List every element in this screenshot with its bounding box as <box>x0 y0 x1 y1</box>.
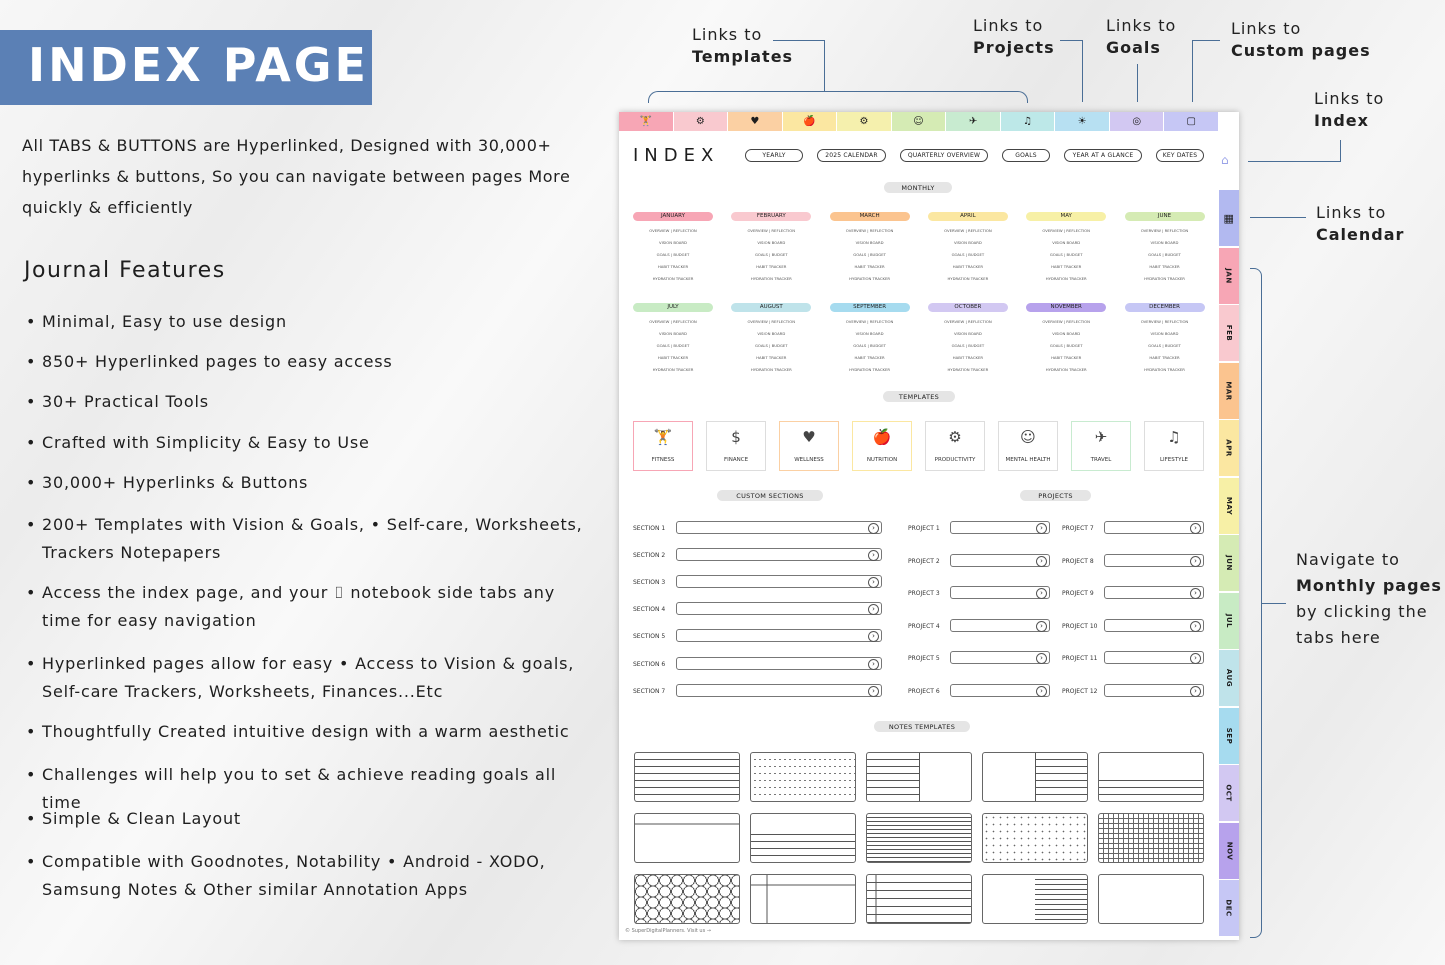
notes-template-thumb[interactable] <box>982 752 1088 802</box>
callout-goals <box>1106 15 1176 59</box>
top-tab-custom[interactable] <box>1164 112 1219 131</box>
connector-bracket <box>648 91 1028 103</box>
month-link[interactable]: HABIT TRACKER <box>952 264 983 269</box>
month-block <box>731 303 811 372</box>
month-block <box>928 212 1008 281</box>
home-icon[interactable]: ⌂ <box>1221 153 1229 167</box>
connector-line <box>1248 161 1341 162</box>
month-button[interactable]: FEBRUARY <box>731 212 811 221</box>
page-title: INDEX <box>633 145 720 166</box>
connector-line <box>773 40 825 41</box>
projects-label: PROJECTS <box>1020 490 1091 501</box>
project-link[interactable] <box>950 651 1050 664</box>
project-label: PROJECT 7 <box>1062 525 1094 532</box>
callout-title: Templates <box>692 47 794 66</box>
month-link[interactable]: OVERVIEW | REFLECTION <box>649 319 697 324</box>
template-label: TRAVEL <box>1090 457 1112 463</box>
month-link[interactable]: HYDRATION TRACKER <box>849 367 891 372</box>
top-tab-wellness[interactable] <box>728 112 783 131</box>
connector-line <box>1340 140 1341 162</box>
dumbbell-icon: 🏋 <box>639 116 652 127</box>
callout-custom <box>1231 18 1371 62</box>
template-icon: ⚙ <box>948 428 962 446</box>
month-link[interactable]: VISION BOARD <box>1150 240 1179 245</box>
side-tab-label: DEC <box>1224 899 1233 917</box>
month-link[interactable]: VISION BOARD <box>953 331 982 336</box>
project-link[interactable] <box>1104 684 1204 697</box>
template-label: FINANCE <box>723 457 749 463</box>
month-link[interactable]: HYDRATION TRACKER <box>947 276 989 281</box>
callout-line: Navigate to <box>1296 550 1400 569</box>
side-tab-month[interactable] <box>1219 420 1239 477</box>
heart-icon: ♥ <box>750 116 760 127</box>
callout-title: Monthly pages <box>1296 576 1442 595</box>
project-link[interactable] <box>1104 619 1204 632</box>
callout-title: Index <box>1314 111 1369 130</box>
month-link[interactable]: HABIT TRACKER <box>1051 264 1082 269</box>
template-card[interactable] <box>925 421 985 471</box>
month-button[interactable]: NOVEMBER <box>1026 303 1106 312</box>
month-link[interactable]: GOALS | BUDGET <box>1049 252 1083 257</box>
goals-button[interactable]: GOALS <box>1002 149 1050 162</box>
month-link[interactable]: VISION BOARD <box>659 331 687 336</box>
notes-template-thumb[interactable] <box>982 874 1088 924</box>
month-link[interactable]: HYDRATION TRACKER <box>750 276 792 281</box>
month-link[interactable]: GOALS | BUDGET <box>656 343 690 348</box>
side-tab-month[interactable] <box>1219 535 1239 592</box>
month-link[interactable]: OVERVIEW | REFLECTION <box>944 228 992 233</box>
callout-title: Goals <box>1106 38 1161 57</box>
section-label: SECTION 2 <box>633 552 666 560</box>
month-link[interactable]: HABIT TRACKER <box>854 264 885 269</box>
month-link[interactable]: OVERVIEW | REFLECTION <box>649 228 697 233</box>
top-tab-fitness[interactable] <box>619 112 674 131</box>
gear-icon: ⚙ <box>859 116 869 127</box>
month-link[interactable]: VISION BOARD <box>1052 240 1081 245</box>
section-label: SECTION 1 <box>633 525 666 532</box>
connector-line <box>1192 40 1193 102</box>
feature-item: • Thoughtfully Created intuitive design with a warm aesthetic <box>22 718 597 746</box>
month-button[interactable]: DECEMBER <box>1125 303 1205 312</box>
project-label: PROJECT 1 <box>908 525 940 532</box>
callout-title: Custom pages <box>1231 41 1371 60</box>
project-label: PROJECT 6 <box>908 687 940 695</box>
month-link[interactable]: GOALS | BUDGET <box>1148 343 1181 348</box>
feature-item: • 30+ Practical Tools <box>22 388 597 416</box>
top-tab-mental-health[interactable] <box>892 112 947 131</box>
callout-index <box>1314 88 1384 132</box>
project-link[interactable] <box>1104 554 1204 567</box>
month-link[interactable]: HABIT TRACKER <box>756 264 787 269</box>
side-tab-month[interactable] <box>1219 305 1239 362</box>
project-link[interactable] <box>1104 586 1204 599</box>
month-link[interactable]: GOALS | BUDGET <box>853 343 886 348</box>
notes-template-thumb[interactable] <box>750 813 856 863</box>
side-tab-label: NOV <box>1224 841 1233 860</box>
side-tab-label: JUL <box>1225 613 1233 628</box>
year-at-a-glance-button[interactable]: YEAR AT A GLANCE <box>1064 149 1142 162</box>
month-block <box>1026 212 1106 281</box>
connector-line <box>1262 603 1286 604</box>
calendar-button[interactable]: 2025 CALENDAR <box>817 149 886 162</box>
month-link[interactable]: HABIT TRACKER <box>657 355 689 360</box>
callout-title: Projects <box>973 38 1055 57</box>
connector-line <box>824 40 825 92</box>
section-label: SECTION 4 <box>633 606 666 614</box>
key-dates-button[interactable]: KEY DATES <box>1156 149 1204 162</box>
month-block <box>731 212 811 281</box>
template-card[interactable] <box>779 421 839 471</box>
template-label: LIFESTYLE <box>1159 457 1189 463</box>
month-link[interactable]: VISION BOARD <box>855 331 884 336</box>
month-link[interactable]: VISION BOARD <box>1052 331 1081 336</box>
project-link[interactable] <box>950 521 1050 534</box>
month-link[interactable]: HABIT TRACKER <box>854 355 885 360</box>
month-link[interactable]: HABIT TRACKER <box>1051 355 1082 360</box>
template-card[interactable] <box>706 421 766 471</box>
template-card[interactable] <box>1071 421 1131 471</box>
template-label: MENTAL HEALTH <box>1005 457 1051 463</box>
top-tab-projects[interactable] <box>1055 112 1110 131</box>
notes-template-thumb[interactable] <box>750 752 856 802</box>
month-link[interactable]: HYDRATION TRACKER <box>1045 367 1087 372</box>
template-label: PRODUCTIVITY <box>934 457 976 463</box>
project-label: PROJECT 4 <box>908 622 940 630</box>
month-link[interactable]: HYDRATION TRACKER <box>652 367 694 372</box>
template-label: WELLNESS <box>794 457 824 463</box>
month-block <box>1125 212 1205 281</box>
quarterly-overview-button[interactable]: QUARTERLY OVERVIEW <box>900 149 988 162</box>
target-icon: ◎ <box>1132 116 1142 127</box>
pages-icon: ▢ <box>1186 116 1196 127</box>
project-label: PROJECT 8 <box>1062 557 1094 565</box>
project-label: PROJECT 3 <box>908 590 940 597</box>
month-button[interactable]: APRIL <box>928 212 1008 221</box>
month-link[interactable]: VISION BOARD <box>757 240 786 245</box>
section-label: SECTION 6 <box>633 660 666 668</box>
callout-monthly <box>1296 547 1442 651</box>
template-icon: 🏋 <box>653 428 673 446</box>
side-tab-label: JAN <box>1224 267 1233 284</box>
month-link[interactable]: GOALS | BUDGET <box>754 252 788 257</box>
month-link[interactable]: VISION BOARD <box>1150 331 1179 336</box>
month-button[interactable]: OCTOBER <box>928 303 1008 312</box>
callout-line: Links to <box>1316 203 1387 222</box>
project-label: PROJECT 9 <box>1062 590 1094 597</box>
month-block <box>928 303 1008 372</box>
project-link[interactable] <box>1104 521 1204 534</box>
feature-item: • Crafted with Simplicity & Easy to Use <box>22 429 597 457</box>
side-tab-label: SEP <box>1225 727 1233 744</box>
dancer-icon: ♫ <box>1023 116 1033 127</box>
footer-credit: © SuperDigitalPlanners. Visit us → <box>625 928 711 934</box>
top-tab-finance[interactable] <box>674 112 729 131</box>
sun-icon: ☀ <box>1077 116 1087 127</box>
side-tab-label: MAR <box>1225 380 1233 401</box>
template-card[interactable] <box>1144 421 1204 471</box>
month-link[interactable]: OVERVIEW | REFLECTION <box>845 228 894 233</box>
side-tab-label: FEB <box>1225 324 1233 342</box>
section-link[interactable] <box>676 521 882 534</box>
callout-calendar <box>1316 202 1404 246</box>
month-link[interactable]: OVERVIEW | REFLECTION <box>944 319 992 324</box>
month-button[interactable]: MAY <box>1026 212 1106 221</box>
month-link[interactable]: GOALS | BUDGET <box>754 343 788 348</box>
month-block <box>830 303 910 372</box>
month-block <box>633 212 713 281</box>
custom-sections-label: CUSTOM SECTIONS <box>717 490 823 501</box>
notes-template-thumb[interactable] <box>866 752 972 802</box>
top-tab-nutrition[interactable] <box>783 112 838 131</box>
callout-line: Links to <box>692 25 763 44</box>
template-label: FITNESS <box>651 457 675 463</box>
month-link[interactable]: HYDRATION TRACKER <box>750 367 792 372</box>
month-block <box>830 212 910 281</box>
side-tab-month[interactable] <box>1219 593 1239 650</box>
feature-item: • Access the index page, and your ⌷ notebook side tabs any time for easy navigation <box>22 579 597 635</box>
side-tab-month[interactable] <box>1219 708 1239 765</box>
project-link[interactable] <box>950 684 1050 697</box>
yearly-button[interactable]: YEARLY <box>745 149 803 162</box>
month-link[interactable]: HYDRATION TRACKER <box>1045 276 1087 281</box>
month-link[interactable]: OVERVIEW | REFLECTION <box>1042 228 1090 233</box>
section-link[interactable] <box>676 548 882 561</box>
side-tab-month[interactable] <box>1219 248 1239 305</box>
callout-projects <box>973 15 1055 59</box>
month-link[interactable]: HABIT TRACKER <box>756 355 787 360</box>
notes-template-thumb[interactable] <box>866 874 972 924</box>
section-label: SECTION 3 <box>633 579 666 587</box>
callout-line: by clicking the <box>1296 602 1428 621</box>
feature-item: • Challenges will help you to set & achieve reading goals all time <box>22 761 597 817</box>
notes-template-thumb[interactable] <box>866 813 972 863</box>
template-icon: ✈ <box>1094 428 1108 446</box>
side-tab-label: MAY <box>1224 496 1233 515</box>
section-link[interactable] <box>676 602 882 615</box>
notes-templates-label: NOTES TEMPLATES <box>874 721 970 732</box>
feature-item: • 30,000+ Hyperlinks & Buttons <box>22 469 597 497</box>
month-link[interactable]: GOALS | BUDGET <box>951 343 985 348</box>
project-label: PROJECT 11 <box>1062 655 1098 662</box>
side-tab-month[interactable] <box>1219 650 1239 707</box>
project-link[interactable] <box>950 586 1050 599</box>
top-tab-productivity[interactable] <box>837 112 892 131</box>
month-link[interactable]: VISION BOARD <box>659 240 687 245</box>
month-link[interactable]: GOALS | BUDGET <box>656 252 690 257</box>
notes-template-thumb[interactable] <box>1098 874 1204 924</box>
plane-icon: ✈ <box>968 116 978 127</box>
project-link[interactable] <box>1104 651 1204 664</box>
section-link[interactable] <box>676 629 882 642</box>
month-link[interactable]: HABIT TRACKER <box>1149 264 1180 269</box>
planner-page <box>619 112 1239 940</box>
month-link[interactable]: OVERVIEW | REFLECTION <box>747 319 796 324</box>
month-link[interactable]: HYDRATION TRACKER <box>1144 367 1185 372</box>
callout-line: tabs here <box>1296 628 1381 647</box>
notes-template-thumb[interactable] <box>634 813 740 863</box>
notes-template-thumb[interactable] <box>750 874 856 924</box>
month-link[interactable]: OVERVIEW | REFLECTION <box>1042 319 1090 324</box>
connector-line <box>1250 217 1306 218</box>
feature-item: • 200+ Templates with Vision & Goals, • Self-care, Worksheets, Trackers Notepapers <box>22 511 597 567</box>
notes-template-thumb[interactable] <box>982 813 1088 863</box>
month-button[interactable]: JUNE <box>1125 212 1205 221</box>
month-link[interactable]: VISION BOARD <box>855 240 884 245</box>
apple-icon: 🍎 <box>803 116 816 127</box>
section-link[interactable] <box>676 657 882 670</box>
project-label: PROJECT 2 <box>908 557 940 565</box>
month-link[interactable]: OVERVIEW | REFLECTION <box>1140 319 1189 324</box>
month-button[interactable]: SEPTEMBER <box>830 303 910 312</box>
feature-item: • Simple & Clean Layout <box>22 805 597 833</box>
connector-line <box>1082 40 1083 102</box>
month-link[interactable]: GOALS | BUDGET <box>1148 252 1181 257</box>
side-tab-label: AUG <box>1224 668 1233 688</box>
template-icon: ☺ <box>1020 428 1036 446</box>
side-tab-label: OCT <box>1225 784 1233 802</box>
connector-line <box>1060 40 1082 41</box>
month-link[interactable]: HABIT TRACKER <box>657 264 689 269</box>
features-title: Journal Features <box>24 258 226 283</box>
top-tab-goals[interactable] <box>1110 112 1165 131</box>
feature-item: • Minimal, Easy to use design <box>22 308 597 336</box>
notes-template-thumb[interactable] <box>1098 813 1204 863</box>
project-link[interactable] <box>950 619 1050 632</box>
project-label: PROJECT 5 <box>908 655 940 662</box>
month-link[interactable]: OVERVIEW | REFLECTION <box>747 228 796 233</box>
month-button[interactable]: JANUARY <box>633 212 713 221</box>
month-link[interactable]: HABIT TRACKER <box>1149 355 1180 360</box>
notes-template-thumb[interactable] <box>634 752 740 802</box>
connector-line <box>1137 64 1138 102</box>
month-link[interactable]: OVERVIEW | REFLECTION <box>845 319 894 324</box>
section-link[interactable] <box>676 684 882 697</box>
project-label: PROJECT 10 <box>1062 622 1098 630</box>
side-tab-month[interactable] <box>1219 880 1239 937</box>
callout-templates <box>692 24 793 68</box>
templates-label: TEMPLATES <box>883 391 955 402</box>
template-icon: $ <box>731 428 741 446</box>
month-link[interactable]: GOALS | BUDGET <box>853 252 886 257</box>
month-block <box>633 303 713 372</box>
page-banner: INDEX PAGE <box>0 30 372 105</box>
callout-line: Links to <box>1231 19 1302 38</box>
feature-item: • Compatible with Goodnotes, Notability • Android - XODO, Samsung Notes & Other similar Annotation Apps <box>22 848 597 904</box>
notes-template-thumb[interactable] <box>1098 752 1204 802</box>
section-label: SECTION 5 <box>633 633 666 641</box>
feature-item: • Hyperlinked pages allow for easy • Access to Vision & goals, Self-care Trackers, Worksheets, Finances...Etc <box>22 650 597 706</box>
month-button[interactable]: AUGUST <box>731 303 811 312</box>
month-link[interactable]: GOALS | BUDGET <box>951 252 985 257</box>
template-card[interactable] <box>998 421 1058 471</box>
top-tabs <box>619 112 1219 131</box>
month-button[interactable]: JULY <box>633 303 713 312</box>
month-link[interactable]: GOALS | BUDGET <box>1049 343 1083 348</box>
month-link[interactable]: HYDRATION TRACKER <box>947 367 989 372</box>
callout-title: Calendar <box>1316 225 1405 244</box>
intro-text: All TABS & BUTTONS are Hyperlinked, Designed with 30,000+ hyperlinks & buttons, So you can navigate between pages More quickly & efficiently <box>22 136 571 217</box>
month-link[interactable]: OVERVIEW | REFLECTION <box>1140 228 1189 233</box>
side-tab-label: JUN <box>1225 555 1233 571</box>
top-tab-travel[interactable] <box>946 112 1001 131</box>
month-button[interactable]: MARCH <box>830 212 910 221</box>
side-tab-month[interactable] <box>1219 478 1239 535</box>
side-tab-month[interactable] <box>1219 363 1239 420</box>
coin-icon: ⚙ <box>695 116 705 127</box>
template-icon: ♥ <box>802 428 816 446</box>
side-tab-month[interactable] <box>1219 823 1239 880</box>
callout-line: Links to <box>973 16 1044 35</box>
month-link[interactable]: HYDRATION TRACKER <box>849 276 891 281</box>
top-tab-lifestyle[interactable] <box>1001 112 1056 131</box>
month-link[interactable]: HYDRATION TRACKER <box>1144 276 1185 281</box>
connector-bracket <box>1250 268 1262 938</box>
callout-line: Links to <box>1106 16 1177 35</box>
template-icon: ♫ <box>1167 428 1181 446</box>
connector-line <box>1192 40 1220 41</box>
calendar-icon: ▦ <box>1223 211 1235 225</box>
side-tab-label: APR <box>1224 439 1233 457</box>
side-tab-calendar[interactable] <box>1219 190 1239 247</box>
month-link[interactable]: HABIT TRACKER <box>952 355 983 360</box>
month-block <box>1125 303 1205 372</box>
section-link[interactable] <box>676 575 882 588</box>
month-link[interactable]: HYDRATION TRACKER <box>652 276 694 281</box>
month-link[interactable]: VISION BOARD <box>953 240 982 245</box>
project-label: PROJECT 12 <box>1062 687 1098 695</box>
notes-template-thumb[interactable] <box>634 874 740 924</box>
callout-line: Links to <box>1314 89 1385 108</box>
section-label: SECTION 7 <box>633 687 666 695</box>
side-tab-month[interactable] <box>1219 765 1239 822</box>
head-icon: ☺ <box>913 116 924 127</box>
month-block <box>1026 303 1106 372</box>
template-card[interactable] <box>633 421 693 471</box>
feature-item: • 850+ Hyperlinked pages to easy access <box>22 348 597 376</box>
template-label: NUTRITION <box>866 457 898 463</box>
month-link[interactable]: VISION BOARD <box>757 331 786 336</box>
template-card[interactable] <box>852 421 912 471</box>
template-icon: 🍎 <box>872 428 892 446</box>
project-link[interactable] <box>950 554 1050 567</box>
monthly-label: MONTHLY <box>884 182 952 193</box>
